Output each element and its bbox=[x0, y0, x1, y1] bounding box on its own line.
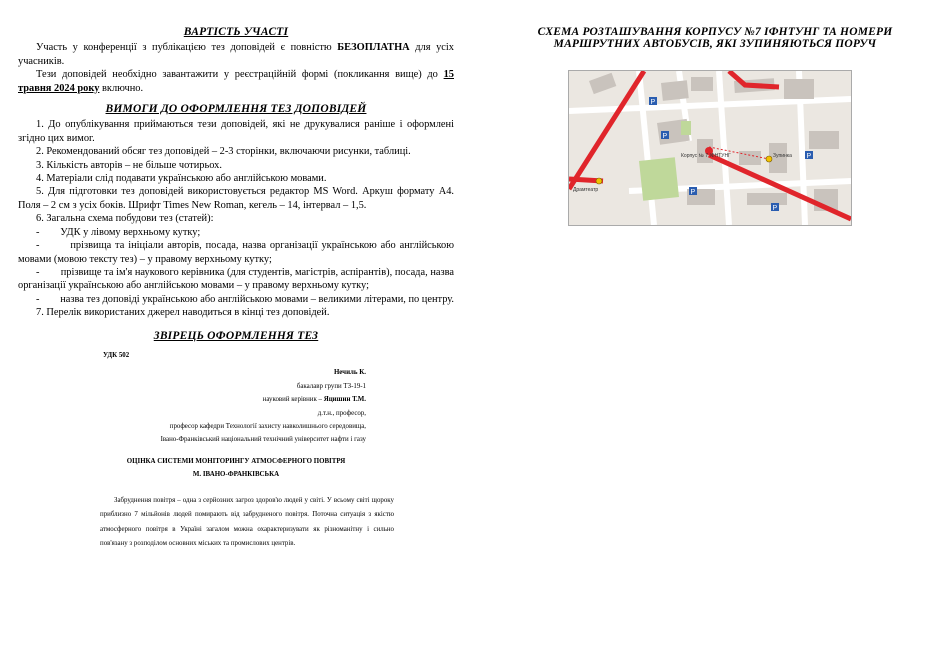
sample-degree: д.т.н., професор, bbox=[317, 409, 366, 417]
requirement-subitem: - прізвище та ім'я наукового керівника (для студентів, магістрів, аспірантів), посада, назва організації українською або англійською мовами – у правому верхньому кутку; bbox=[18, 266, 457, 292]
requirement-item: 7. Перелік використаних джерел наводиться в кінці тез доповідей. bbox=[36, 307, 330, 319]
requirement-item: 2. Рекомендований обсяг тез доповідей – 2-3 сторінки, включаючи рисунки, таблиці. bbox=[36, 146, 411, 158]
map-label-stop: Зупинка bbox=[773, 153, 792, 159]
sample-author-role: бакалавр групи ТЗ-19-1 bbox=[296, 382, 366, 390]
requirement-item: 1. До опублікування приймаються тези доповідей, які не друкувалися раніше і оформлені згідно цих вимог. bbox=[18, 119, 454, 144]
sample-udk: УДК 502 bbox=[103, 351, 130, 359]
sample-supervisor bbox=[18, 393, 454, 406]
requirement-item: 4. Матеріали слід подавати українською або англійською мовами. bbox=[36, 173, 327, 185]
park-area bbox=[639, 157, 679, 201]
requirement-subitem: - назва тез доповіді українською або англійською мовами – великими літерами, по центру. bbox=[36, 293, 455, 305]
map-label-building: Корпус № 7 ІФНТУНГ bbox=[681, 153, 731, 159]
requirement-item: 5. Для підготовки тез доповідей використовується редактор MS Word. Аркуш формату А4. Поля – 2 см з усіх боків. Шрифт Times New Roman, кегель – 14, інтервал – 1,5. bbox=[18, 186, 454, 211]
requirement-item: 3. Кількість авторів – не більше чотирьох. bbox=[36, 159, 222, 171]
left-column bbox=[18, 26, 457, 552]
cost-text: Участь у конференції з публікацією тез доповідей є повністю bbox=[36, 42, 338, 54]
sample-block bbox=[18, 349, 454, 482]
sample-university: Івано-Франківський національний технічний університет нафти і газу bbox=[160, 436, 366, 444]
sample-title-1: ОЦІНКА СИСТЕМИ МОНІТОРИНГУ АТМОСФЕРНОГО ПОВІТРЯ bbox=[126, 457, 346, 465]
deadline-date: 15 травня 2024 року bbox=[18, 69, 454, 94]
scheme-heading-1: СХЕМА РОЗТАШУВАННЯ КОРПУСУ №7 ІФНТУНГ ТА НОМЕРИ bbox=[537, 26, 893, 38]
cost-heading: ВАРТІСТЬ УЧАСТІ bbox=[183, 26, 289, 38]
requirements-heading: ВИМОГИ ДО ОФОРМЛЕННЯ ТЕЗ ДОПОВІДЕЙ bbox=[105, 103, 367, 116]
bus-stop-icon bbox=[596, 178, 602, 184]
cost-text-end: для усіх учасників. bbox=[18, 42, 454, 67]
scheme-heading-2: МАРШРУТНИХ АВТОБУСІВ, ЯКІ ЗУПИНЯЮТЬСЯ ПОРУЧ bbox=[553, 38, 877, 50]
sample-heading: ЗВІРЕЦЬ ОФОРМЛЕННЯ ТЕЗ bbox=[153, 329, 319, 342]
requirement-subitem: - УДК у лівому верхньому кутку; bbox=[36, 226, 201, 238]
sample-title-2: М. ІВАНО-ФРАНКІВСЬКА bbox=[192, 471, 280, 479]
supervisor-name: Яцишин Т.М. bbox=[323, 396, 366, 404]
svg-text:P: P bbox=[650, 99, 656, 106]
sample-position: професор кафедри Технології захисту навколишнього середовища, bbox=[169, 422, 366, 430]
svg-text:P: P bbox=[772, 205, 778, 212]
requirement-item: 6. Загальна схема побудови тез (статей): bbox=[36, 213, 214, 225]
right-column bbox=[528, 26, 902, 50]
supervisor-prefix: науковий керівник – bbox=[262, 396, 324, 404]
svg-text:P: P bbox=[806, 153, 812, 160]
free-emphasis: БЕЗОПЛАТНА bbox=[337, 42, 410, 54]
map-label-stop: Драмтеатр bbox=[573, 187, 599, 193]
cost-paragraph-1 bbox=[18, 41, 454, 68]
cost-paragraph-2 bbox=[18, 68, 454, 95]
deadline-text: Тези доповідей необхідно завантажити у реєстраційній формі (покликання вище) до bbox=[36, 69, 444, 81]
requirement-subitem: - прізвища та ініціали авторів, посада, назва організації українською або англійською мовами (мовою тексту тез) – у правому верхньому кутку; bbox=[18, 240, 457, 265]
park-area-small bbox=[681, 121, 691, 135]
sample-author: Нечиль К. bbox=[333, 369, 366, 377]
svg-text:P: P bbox=[690, 189, 696, 196]
location-map[interactable] bbox=[568, 70, 852, 226]
sample-abstract: Забруднення повітря – одна з серйозних загроз здоров'ю людей у світі. У всьому світі щороку приблизно 7 мільйонів людей помирають від забрудненого повітря. Поточна ситуація з якістю атмосферного повітря в Україні загалом можна охарактеризувати як різноманітну і сильно пов'язану з розподілом основних міських та промислових центрів. bbox=[100, 496, 394, 548]
bus-stop-icon bbox=[766, 156, 772, 162]
deadline-text-end: включно. bbox=[99, 82, 144, 94]
requirements-list bbox=[18, 118, 457, 319]
map-canvas bbox=[569, 71, 851, 225]
svg-text:P: P bbox=[662, 133, 668, 140]
